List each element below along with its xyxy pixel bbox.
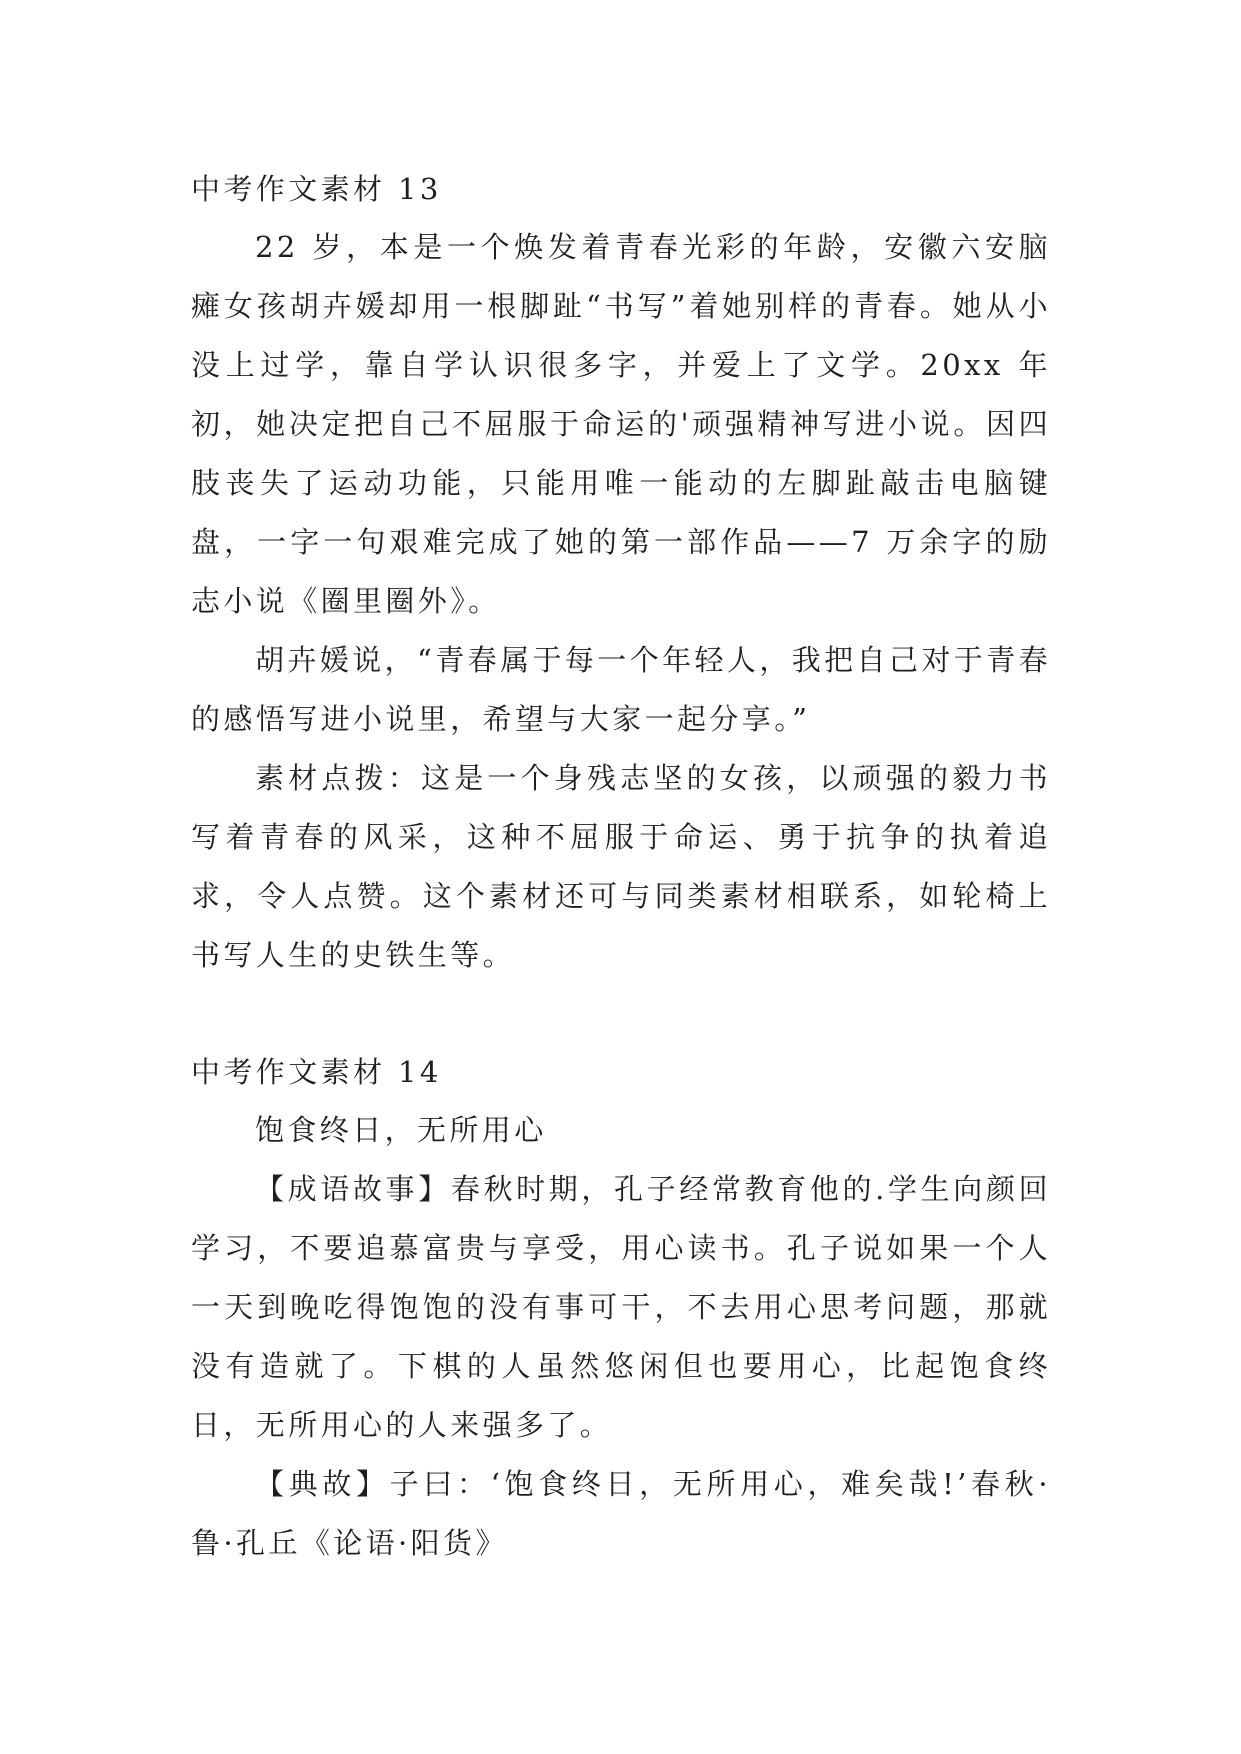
body-paragraph: 胡卉媛说，“青春属于每一个年轻人，我把自己对于青春的感悟写进小说里，希望与大家一起分享。” [191,643,1051,736]
document-page [191,160,1051,1573]
body-paragraph: 22 岁，本是一个焕发着青春光彩的年龄，安徽六安脑瘫女孩胡卉媛却用一根脚趾“书写”着她别样的青春。她从小没上过学，靠自学认识很多字，并爱上了文学。20xx 年初，她决定把自己不屈服于命运的'顽强精神写进小说。因四肢丧失了运动功能，只能用唯一能动的左脚趾敲击电脑键盘，一字一句艰难完成了她的第一部作品——7 万余字的励志小说《圈里圈外》。 [191,230,1051,618]
section-spacer [191,985,1051,1043]
section-material-14 [191,1043,1051,1573]
section-heading: 中考作文素材 14 [191,1055,442,1089]
section-material-13 [191,160,1051,985]
body-paragraph: 【成语故事】春秋时期，孔子经常教育他的.学生向颜回学习，不要追慕富贵与享受，用心读书。孔子说如果一个人一天到晚吃得饱饱的没有事可干，不去用心思考问题，那就没有造就了。下棋的人虽然悠闲但也要用心，比起饱食终日，无所用心的人来强多了。 [191,1172,1051,1442]
body-paragraph: 【典故】子曰：‘饱食终日，无所用心，难矣哉!’春秋·鲁·孔丘《论语·阳货》 [191,1467,1051,1560]
section-heading: 中考作文素材 13 [191,172,442,206]
body-paragraph: 饱食终日，无所用心 [255,1113,547,1147]
body-paragraph: 素材点拨：这是一个身残志坚的女孩，以顽强的毅力书写着青春的风采，这种不屈服于命运、勇于抗争的执着追求，令人点赞。这个素材还可与同类素材相联系，如轮椅上书写人生的史铁生等。 [191,761,1051,972]
